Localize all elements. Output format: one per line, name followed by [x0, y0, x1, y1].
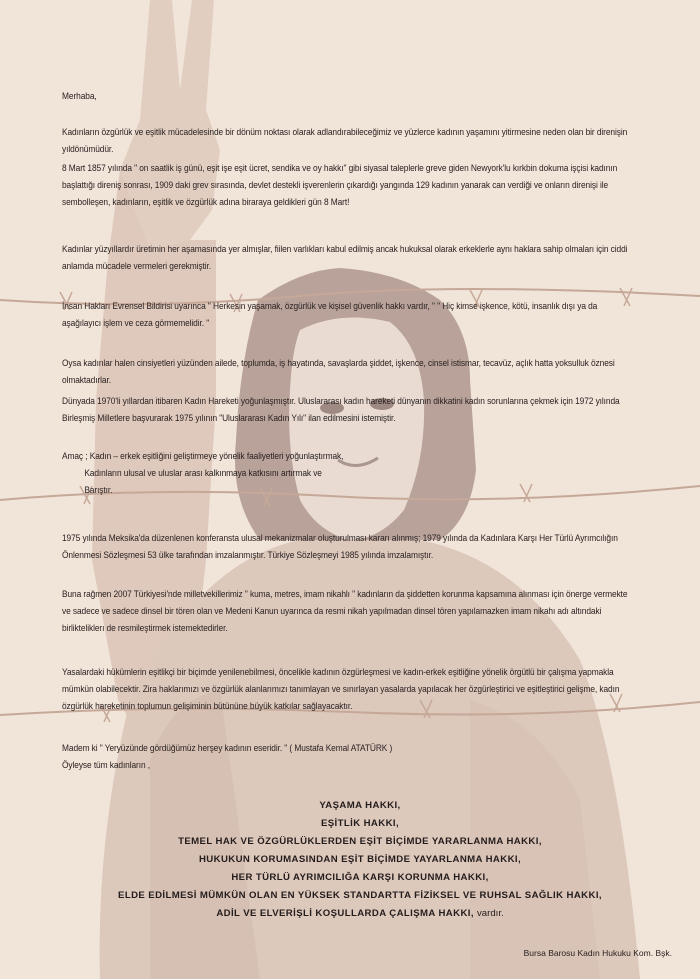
right-item: ELDE EDİLMESİ MÜMKÜN OLAN EN YÜKSEK STANDARTTA FİZİKSEL VE RUHSAL SAĞLIK HAKKI,: [118, 890, 602, 901]
right-item: HUKUKUN KORUMASINDAN EŞİT BİÇİMDE YAYARLANMA HAKKI,: [198, 854, 522, 865]
paragraph-6: Dünyada 1970'li yıllardan itibaren Kadın Hareketi yoğunlaşmıştır. Uluslararası kadın hareketi dünyanın dikkatini kadın sorunlarına çekmek için 1972 yılında Birleşmiş Milletlere başvurarak 1975 yılının "Uluslararası Kadın Yılı" ilan edilmesini istemiştir.: [62, 396, 620, 423]
right-item: YAŞAMA HAKKI,: [319, 800, 401, 811]
right-item-last: [80, 905, 640, 923]
quote-block: [62, 740, 633, 774]
right-item: TEMEL HAK VE ÖZGÜRLÜKLERDEN EŞİT BİÇİMDE YARARLANMA HAKKI,: [178, 836, 542, 847]
paragraph-9: Buna rağmen 2007 Türkiyesi'nde milletvekillerimiz " kuma, metres, imam nikahlı " kadınların da şiddetten korunma kapsamına alınması için önerge vermekte ve sadece ve sadece dinsel bir tören olan ve Medeni Kanun uyarınca da resmi nikah yapılmadan dinsel tören yapılamazken imam nikahı adı altındaki birlikteliklerı de resmileştirmek istemektedirler.: [62, 589, 628, 633]
purpose-line-3: Barıştır.: [84, 485, 113, 495]
right-item: EŞİTLİK HAKKI,: [320, 818, 400, 829]
paragraph-10: Yasalardaki hükümlerin eşitlikçi bir biçimde yenilenebilmesi, öncelikle kadının özgürleşmesi ve kadın-erkek eşitliğine yönelik örgütlü bir çalışma yapmakla mümkün olabilecektir. Zira haklarımızı ve özgürlük alanlarımızı tanımlayan ve sınırlayan yasalarda yapılacak her özgürleştirici ve eşitleştirici gelişme, kadın özgürlük hareketinin toplumun gelişiminin bütününe büyük katkılar sağlayacaktır.: [62, 667, 620, 711]
rights-suffix: vardır.: [477, 908, 504, 919]
paragraph-4: İnsan Hakları Evrensel Bildirisi uyarınca " Herkesin yaşamak, özgürlük ve kişisel güvenlik hakkı vardır, " " Hiç kimse işkence, kötü, insanlık dışı ya da aşağılayıcı işlem ve ceza görmemelidir. ": [62, 301, 598, 328]
right-item: ADİL VE ELVERİŞLİ KOŞULLARDA ÇALIŞMA HAKKI,: [216, 908, 474, 919]
signature: Bursa Barosu Kadın Hukuku Kom. Bşk.: [523, 948, 672, 958]
rights-list: [80, 797, 640, 923]
purpose-list: [62, 448, 633, 499]
paragraph-5: Oysa kadınlar halen cinsiyetleri yüzünden ailede, toplumda, iş hayatında, savaşlarda şiddet, işkence, cinsel istismar, tecavüz, açlık hatta yoksulluk öznesi olmaktadırlar.: [62, 358, 615, 385]
purpose-line-1: Amaç ; Kadın – erkek eşitliğini geliştirmeye yönelik faaliyetleri yoğunlaştırmak,: [62, 451, 344, 461]
paragraph-3: Kadınlar yüzyıllardır üretimin her aşamasında yer almışlar, fiilen varlıkları kabul edilmiş ancak hukuksal olarak erkeklerle aynı haklara sahip olmaları için ciddi anlamda mücadele vermeleri gerekmiştir.: [62, 244, 628, 271]
ataturk-quote: Madem ki " Yeryüzünde gördüğümüz herşey kadının eseridir. " ( Mustafa Kemal ATATÜRK ): [62, 743, 393, 753]
right-item: HER TÜRLÜ AYRIMCILIĞA KARŞI KORUNMA HAKKI,: [231, 872, 489, 883]
paragraph-1: Kadınların özgürlük ve eşitlik mücadelesinde bir dönüm noktası olarak adlandırabileceğimiz ve yüzlerce kadının yaşamını yitirmesine neden olan bir direnişin yıldönümüdür.: [62, 127, 628, 154]
greeting: Merhaba,: [62, 91, 97, 101]
paragraph-8: 1975 yılında Meksika'da düzenlenen konferansta ulusal mekanizmalar oluşturulması kararı alınmış; 1979 yılında da Kadınlara Karşı Her Türlü Ayrımcılığın Önlenmesi Sözleşmesi 53 ülke tarafından imzalanmıştır. Türkiye Sözleşmeyi 1985 yılında imzalamıştır.: [62, 533, 618, 560]
purpose-line-2: Kadınların ulusal ve uluslar arası kalkınmaya katkısını artırmak ve: [84, 468, 322, 478]
closing-line: Öyleyse tüm kadınların ,: [62, 760, 151, 770]
paragraph-2: 8 Mart 1857 yılında " on saatlik iş günü, eşit işe eşit ücret, sendika ve oy hakkı" gibi siyasal taleplerle greve giden Newyork'lu kırkbin dokuma işçisi kadının başlattığı direniş sonrası, 1909 daki grev sırasında, devlet destekli işverenlerin çıkardığı yangında 129 kadının yanarak can verdiği ve onların direnişi ile sembolleşen, kadınların, eşitlik ve özgürlük adına biraraya geldikleri gün 8 Mart!: [62, 163, 618, 207]
